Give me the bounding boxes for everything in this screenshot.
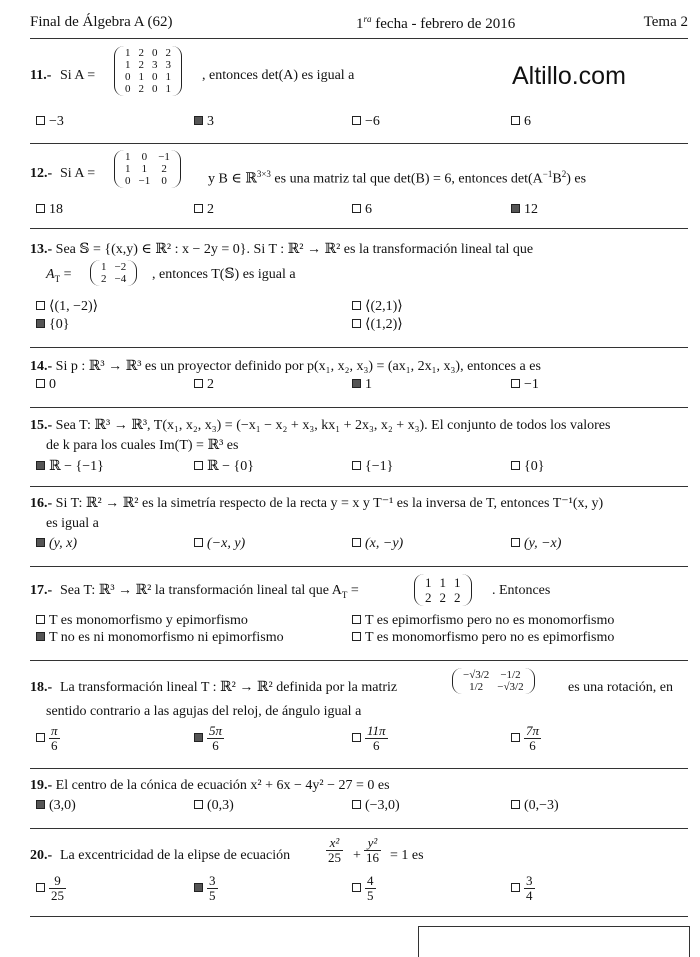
checkbox[interactable] [511, 379, 520, 388]
divider [30, 143, 688, 144]
option[interactable]: {0} [511, 458, 544, 476]
option[interactable]: −6 [352, 113, 380, 131]
checkbox[interactable] [36, 379, 45, 388]
divider [30, 407, 688, 408]
checkbox[interactable] [352, 615, 361, 624]
checkbox-checked[interactable] [36, 319, 45, 328]
checkbox[interactable] [352, 461, 361, 470]
answer-box [418, 926, 690, 957]
checkbox[interactable] [194, 538, 203, 547]
option[interactable]: ⟨(1,2)⟩ [352, 316, 403, 334]
option[interactable]: T no es ni monomorfismo ni epimorfismo [36, 629, 284, 647]
option[interactable]: 0 [36, 376, 56, 394]
question-11: 11.- Si A = 1 2 0 2 1 2 3 3 0 1 0 1 0 2 0 1 , entonces det(A) es igual a [30, 47, 355, 95]
option[interactable]: $\frac{3}{4}$ [511, 874, 535, 903]
option[interactable]: −3 [36, 113, 64, 131]
option[interactable]: {0} [36, 316, 69, 334]
checkbox[interactable] [36, 733, 45, 742]
question-14: 14.- Si p : ℝ³ → ℝ³ es un proyector definido por p(x₁, x₂, x₃) = (ax₁, 2x₁, x₃), entonces a es [30, 359, 541, 374]
option[interactable]: ℝ − {0} [194, 458, 254, 476]
option[interactable]: (x, −y) [352, 535, 403, 553]
checkbox[interactable] [36, 301, 45, 310]
checkbox[interactable] [352, 883, 361, 892]
option[interactable]: 2 [194, 376, 214, 394]
checkbox-checked[interactable] [194, 116, 203, 125]
option[interactable]: 2 [194, 201, 214, 219]
fraction-x: $\frac{\text{x²}}{25}$ [328, 835, 341, 865]
checkbox[interactable] [194, 800, 203, 809]
checkbox-checked[interactable] [352, 379, 361, 388]
question-18: 18.- La transformación lineal T : ℝ² → ℝ² definida por la matriz −√3/2 −1/2 1/2 −√3/2 es una rotación, en sentido contrario a las agujas del reloj, de ángulo igual a [30, 669, 673, 719]
option[interactable]: (3,0) [36, 797, 76, 815]
option[interactable]: $\frac{3}{5}$ [194, 874, 218, 903]
option[interactable]: (y, x) [36, 535, 77, 553]
question-12: 12.- Si A = 1 0 −1 1 1 2 0 −1 0 y B ∈ ℝ$^{3\times 3}$ es una matriz tal que det(B) = 6, entonces $\det(A^{-1}B^2)$ es [30, 151, 587, 187]
checkbox[interactable] [36, 883, 45, 892]
checkbox[interactable] [352, 538, 361, 547]
divider [30, 228, 688, 229]
exam-date: $1^{ra}$ fecha - febrero de 2016 [356, 14, 516, 32]
option[interactable]: (0,3) [194, 797, 234, 815]
matrix-a: 1 0 −1 1 1 2 0 −1 0 [114, 150, 181, 188]
checkbox[interactable] [36, 615, 45, 624]
checkbox[interactable] [36, 116, 45, 125]
checkbox-checked[interactable] [511, 204, 520, 213]
checkbox-checked[interactable] [36, 800, 45, 809]
question-19: 19.- El centro de la cónica de ecuación x² + 6x − 4y² − 27 = 0 es [30, 778, 390, 793]
question-15: 15.- Sea T: ℝ³ → ℝ³, T(x₁, x₂, x₃) = (−x₁ − x₂ + x₃, kx₁ + 2x₃, x₂ + x₃). El conjunto de todos los valores de k para los cuales Im(T) = ℝ³ es [30, 418, 611, 453]
checkbox[interactable] [511, 461, 520, 470]
checkbox[interactable] [511, 800, 520, 809]
option[interactable]: ⟨(1, −2)⟩ [36, 298, 98, 316]
checkbox[interactable] [194, 461, 203, 470]
option[interactable]: $\frac{11\pi}{6}$ [352, 724, 388, 753]
option[interactable]: ⟨(2,1)⟩ [352, 298, 403, 316]
option[interactable]: 6 [511, 113, 531, 131]
divider [30, 566, 688, 567]
watermark: Altillo.com [512, 62, 626, 90]
divider [30, 828, 688, 829]
option[interactable]: (0,−3) [511, 797, 559, 815]
exam-title: Final de Álgebra A (62) [30, 14, 173, 30]
option[interactable]: $\frac{9}{25}$ [36, 874, 66, 903]
option[interactable]: T es monomorfismo y epimorfismo [36, 612, 248, 630]
matrix-at: 1 −2 2 −4 [90, 260, 137, 286]
option[interactable]: ℝ − {−1} [36, 458, 104, 476]
question-17: 17.- Sea T: ℝ³ → ℝ² la transformación lineal tal que $A_T$ = 1 1 1 2 2 2 . Entonces [30, 575, 551, 605]
option[interactable]: (−3,0) [352, 797, 400, 815]
fraction-y: $\frac{\text{y²}}{16}$ [366, 835, 379, 865]
option[interactable]: 1 [352, 376, 372, 394]
checkbox[interactable] [511, 733, 520, 742]
divider [30, 660, 688, 661]
option[interactable]: 3 [194, 113, 214, 131]
checkbox[interactable] [352, 319, 361, 328]
option[interactable]: 18 [36, 201, 63, 219]
option[interactable]: T es epimorfismo pero no es monomorfismo [352, 612, 614, 630]
divider [30, 486, 688, 487]
question-16: 16.- Si T: ℝ² → ℝ² es la simetría respecto de la recta y = x y T⁻¹ es la inversa de T, entonces T⁻¹(x, y) es igual a [30, 496, 604, 531]
option[interactable]: {−1} [352, 458, 393, 476]
divider [30, 916, 688, 917]
option[interactable]: (y, −x) [511, 535, 561, 553]
option[interactable]: (−x, y) [194, 535, 245, 553]
checkbox[interactable] [352, 733, 361, 742]
option[interactable]: T es monomorfismo pero no es epimorfismo [352, 629, 614, 647]
checkbox[interactable] [511, 538, 520, 547]
checkbox[interactable] [352, 301, 361, 310]
option[interactable]: 6 [352, 201, 372, 219]
checkbox[interactable] [36, 204, 45, 213]
option[interactable]: 12 [511, 201, 538, 219]
option[interactable]: $\frac{\pi}{6}$ [36, 724, 60, 753]
option[interactable]: $\frac{5\pi}{6}$ [194, 724, 224, 753]
checkbox-checked[interactable] [36, 461, 45, 470]
checkbox-checked[interactable] [36, 632, 45, 641]
checkbox-checked[interactable] [194, 883, 203, 892]
option[interactable]: $\frac{4}{5}$ [352, 874, 376, 903]
checkbox[interactable] [352, 800, 361, 809]
option[interactable]: $\frac{7\pi}{6}$ [511, 724, 541, 753]
header-rule [30, 38, 688, 39]
rotation-matrix: −√3/2 −1/2 1/2 −√3/2 [452, 668, 535, 694]
checkbox[interactable] [352, 116, 361, 125]
checkbox[interactable] [352, 632, 361, 641]
exam-tema: Tema 2 [643, 14, 688, 30]
question-13: 13.- Sea 𝕊 = {(x,y) ∈ ℝ² : x − 2y = 0}. Si T : ℝ² → ℝ² es la transformación lineal tal que $A_T$ = 1 −2 2 −4 , entonces T(𝕊) es igual a [30, 242, 534, 285]
checkbox[interactable] [511, 883, 520, 892]
option[interactable]: −1 [511, 376, 539, 394]
checkbox[interactable] [194, 204, 203, 213]
matrix-at: 1 1 1 2 2 2 [414, 574, 472, 606]
matrix-a: 1 2 0 2 1 2 3 3 0 1 0 1 0 2 0 1 [114, 46, 182, 96]
divider [30, 768, 688, 769]
page-header [30, 14, 688, 36]
checkbox-checked[interactable] [36, 538, 45, 547]
checkbox[interactable] [194, 379, 203, 388]
checkbox[interactable] [511, 116, 520, 125]
checkbox[interactable] [352, 204, 361, 213]
checkbox-checked[interactable] [194, 733, 203, 742]
divider [30, 347, 688, 348]
question-20: 20.- La excentricidad de la elipse de ecuación $\frac{\text{x²}}{25}$ + $\frac{\text{y²}}{16}$ = 1 es [30, 835, 424, 865]
